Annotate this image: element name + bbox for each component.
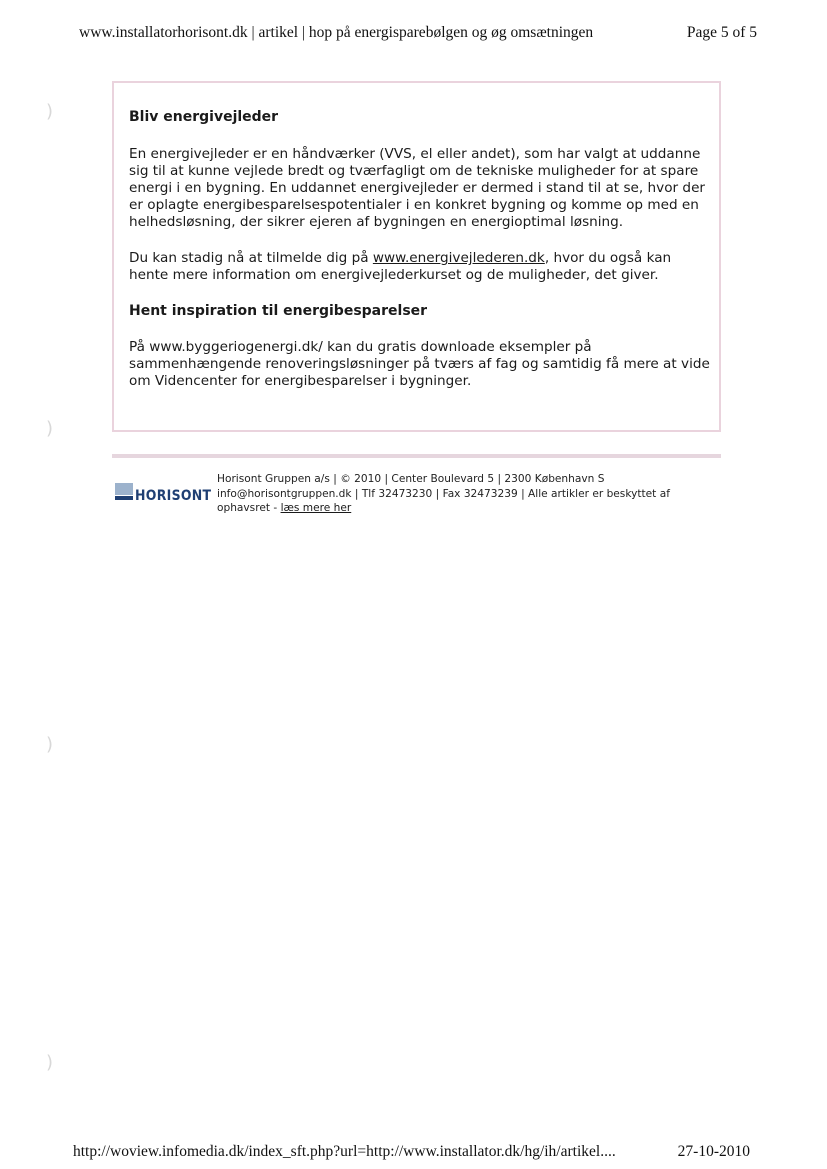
footer-line-text: ophavsret -	[217, 502, 281, 514]
logo-bar-icon	[115, 496, 133, 500]
footer-line: Horisont Gruppen a/s | © 2010 | Center Boulevard 5 | 2300 København S	[217, 473, 605, 485]
article-box	[112, 81, 721, 432]
footer-line	[217, 501, 727, 516]
section-heading: Bliv energivejleder	[129, 109, 279, 125]
print-header-title: www.installatorhorisont.dk | artikel | hop på energisparebølgen og øg omsætningen	[79, 24, 594, 41]
punch-hole-mark: )	[46, 1052, 54, 1073]
print-footer-date: 27-10-2010	[677, 1143, 750, 1160]
section-heading: Hent inspiration til energibesparelser	[129, 303, 428, 319]
article-paragraph: På www.byggeriogenergi.dk/ kan du gratis downloade eksempler på sammenhængende renoveringsløsninger på tværs af fag og samtidig få mere at vide om Videncenter for energibesparelser i bygninger.	[129, 339, 710, 389]
paragraph-text: Du kan stadig nå at tilmelde dig på	[129, 250, 373, 266]
footer-line: info@horisontgruppen.dk | Tlf 32473230 | Fax 32473239 | Alle artikler er beskyttet af	[217, 487, 670, 500]
paragraph-text: , hvor du også kan hente mere information om energivejlederkurset og de muligheder, det giver.	[129, 250, 672, 283]
punch-hole-mark: )	[46, 734, 54, 755]
logo-square-icon	[115, 483, 133, 495]
print-header-page-number: Page 5 of 5	[686, 24, 757, 41]
read-more-link[interactable]: læs mere her	[280, 502, 352, 514]
footer-text	[217, 472, 727, 516]
logo-text: HORISONT	[135, 486, 212, 504]
horisont-logo	[115, 483, 212, 504]
punch-hole-mark: )	[46, 101, 54, 122]
article-paragraph: En energivejleder er en håndværker (VVS, el eller andet), som har valgt at uddanne sig til at kunne vejlede bredt og tværfagligt om de tekniske muligheder for at spare energi i en bygning. En uddannet energivejleder er dermed i stand til at se, hvor der er oplagte energibesparelsespotentialer i en konkret bygning og komme op med en helhedsløsning, der sikrer ejeren af bygningen en energioptimal løsning.	[129, 146, 706, 230]
article-body	[129, 109, 714, 409]
article-paragraph	[129, 250, 714, 284]
print-footer-url: http://woview.infomedia.dk/index_sft.php?url=http://www.installator.dk/hg/ih/artikel....	[73, 1143, 616, 1160]
footer-divider	[112, 454, 721, 458]
energivejlederen-link[interactable]: www.energivejlederen.dk	[372, 250, 545, 266]
punch-hole-mark: )	[46, 418, 54, 439]
